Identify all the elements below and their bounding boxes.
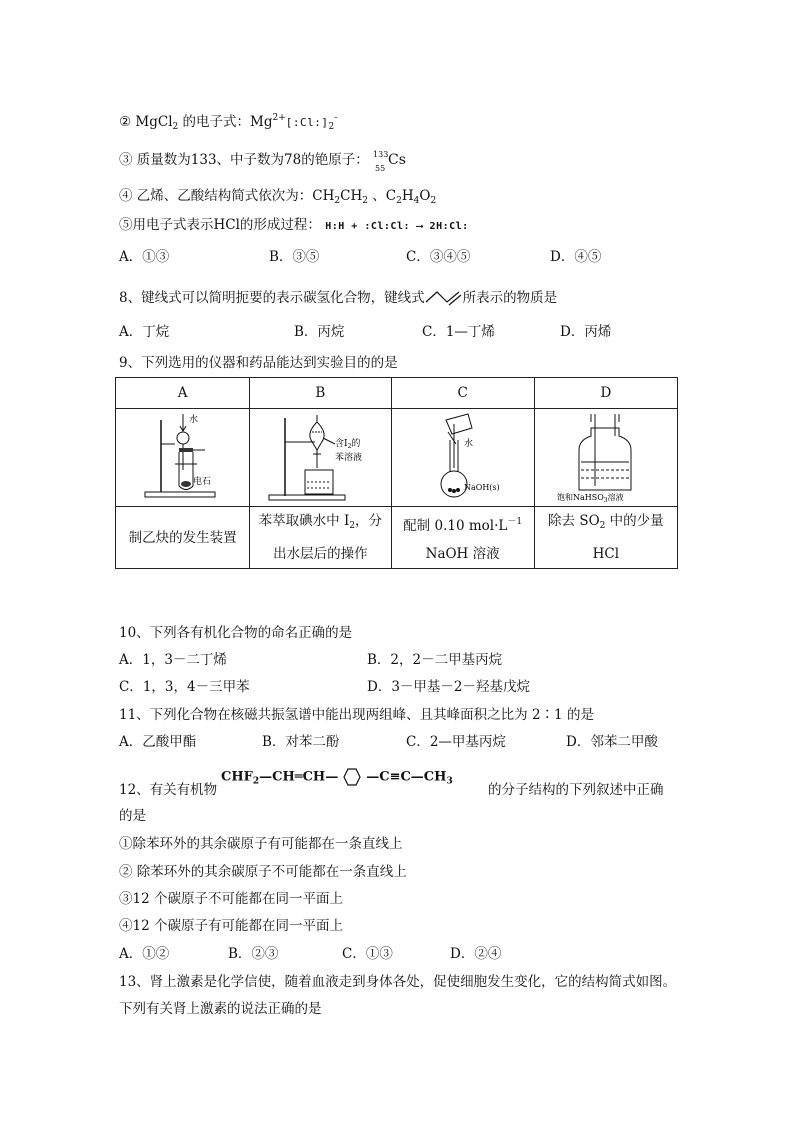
q7-item-2: ② MgCl$_2$ 的电子式：$Mg^{2+}[:Cl:]_2^-$ [119,113,338,132]
apparatus-c [391,409,534,507]
cell-b-text: 苯萃取碘水中 $I_2$，分 出水层后的操作 [250,507,391,569]
q12-item-1: ①除苯环外的其余碳原子有可能都在一条直线上 [119,836,403,852]
volumetric-flask-icon [398,410,528,502]
q11-option-b: B．对苯二酚 [262,734,340,750]
svg-text:NaOH(s): NaOH(s) [463,482,500,492]
header-a: A [116,378,250,409]
separatory-funnel-icon [255,410,385,502]
q13-line-1: 13、肾上激素是化学信使，随着血液走到身体各处，促使细胞发生变化，它的结构简式如图。 [119,974,677,990]
q12-option-d: D．②④ [450,946,502,962]
q12-item-3: ③12 个碳原子不可能都在同一平面上 [119,891,343,907]
q12-item-4: ④12 个碳原子有可能都在同一平面上 [119,918,343,934]
svg-text:含I2的: 含$I_2$的 [335,438,361,450]
q12-item-2: ② 除苯环外的其余碳原子不可能都在一条直线上 [119,864,407,880]
benzene-ring-icon [338,764,366,790]
svg-text:水: 水 [188,414,198,425]
q11-option-a: A．乙酸甲酯 [119,734,197,750]
q10-option-b: B．2，2－二甲基丙烷 [367,652,503,668]
svg-text:饱和NaHSO3溶液: 饱和NaHSO$_3$溶液 [556,492,624,502]
q7-item-5: ⑤用电子式表示HCl的形成过程： H:H + :Cl:Cl: ⟶ 2H:Cl: [119,217,469,233]
q8-option-a: A．丁烷 [119,324,170,340]
q12-option-b: B．②③ [228,946,279,962]
svg-text:水: 水 [463,438,473,449]
cell-c-text: 配制 0.10 $mol\cdot L^{-1}$ NaOH 溶液 [391,507,534,569]
apparatus-a [116,409,250,507]
q10-title: 10、下列各有机化合物的命名正确的是 [119,625,353,641]
apparatus-b [250,409,391,507]
q11-title: 11、下列化合物在核磁共振氢谱中能出现两组峰、且其峰面积之比为 2∶1 的是 [119,707,594,723]
header-b: B [250,378,391,409]
q12-stem-post: 的分子结构的下列叙述中正确 [488,782,664,798]
svg-text:苯溶液: 苯溶液 [335,452,363,463]
q8-stem: 8、键线式可以简明扼要的表示碳氢化合物，键线式 所表示的物质是 [119,290,558,306]
q12-structure-formula: $CHF_2—CH═CH—$ $—C\equiv C—CH_3$ [221,764,453,790]
skeletal-formula-icon [425,288,463,308]
hcl-formation-process: H:H + :Cl:Cl: ⟶ 2H:Cl: [325,221,469,232]
q9-title: 9、下列选用的仪器和药品能达到实验目的的是 [119,355,398,371]
apparatus-d [534,409,677,507]
q12-option-a: A．①② [119,946,170,962]
q13-line-2: 下列有关肾上激素的说法正确的是 [119,1001,322,1017]
svg-text:电石: 电石 [192,476,211,487]
q12-stem: 12、有关有机物 [119,782,218,798]
q7-item-4: ④ 乙烯、乙酸结构简式依次为：$CH_2CH_2$ 、$C_2H_4O_2$ [119,188,437,206]
q11-option-d: D．邻苯二甲酸 [566,734,658,750]
q10-option-c: C．1，3，4－三甲苯 [119,679,250,695]
q7-option-d: D．④⑤ [550,249,602,265]
q8-option-c: C．1—丁烯 [422,324,495,340]
q12-stem-cont: 的是 [119,808,146,824]
header-c: C [391,378,534,409]
acetylene-generator-icon [123,410,243,502]
q8-option-d: D．丙烯 [560,324,612,340]
q7-option-a: A．①③ [119,249,170,265]
q10-option-a: A．1，3－二丁烯 [119,652,227,668]
q7-option-c: C．③④⑤ [406,249,471,265]
cell-a-text: 制乙炔的发生装置 [116,507,250,569]
q10-option-d: D．3－甲基－2－羟基戊烷 [367,679,531,695]
q7-item-3: ③ 质量数为133、中子数为78的铯原子： 133 55 Cs [119,150,406,173]
gas-washing-bottle-icon [541,410,671,502]
cesium-nuclide: 133 55 Cs [373,150,406,173]
q9-experiment-table [115,377,678,569]
cell-d-text: 除去 $SO_2$ 中的少量 HCl [534,507,677,569]
q12-option-c: C．①③ [342,946,393,962]
header-d: D [534,378,677,409]
q8-option-b: B．丙烷 [294,324,345,340]
q11-option-c: C．2—甲基丙烷 [406,734,506,750]
q7-option-b: B．③⑤ [269,249,320,265]
